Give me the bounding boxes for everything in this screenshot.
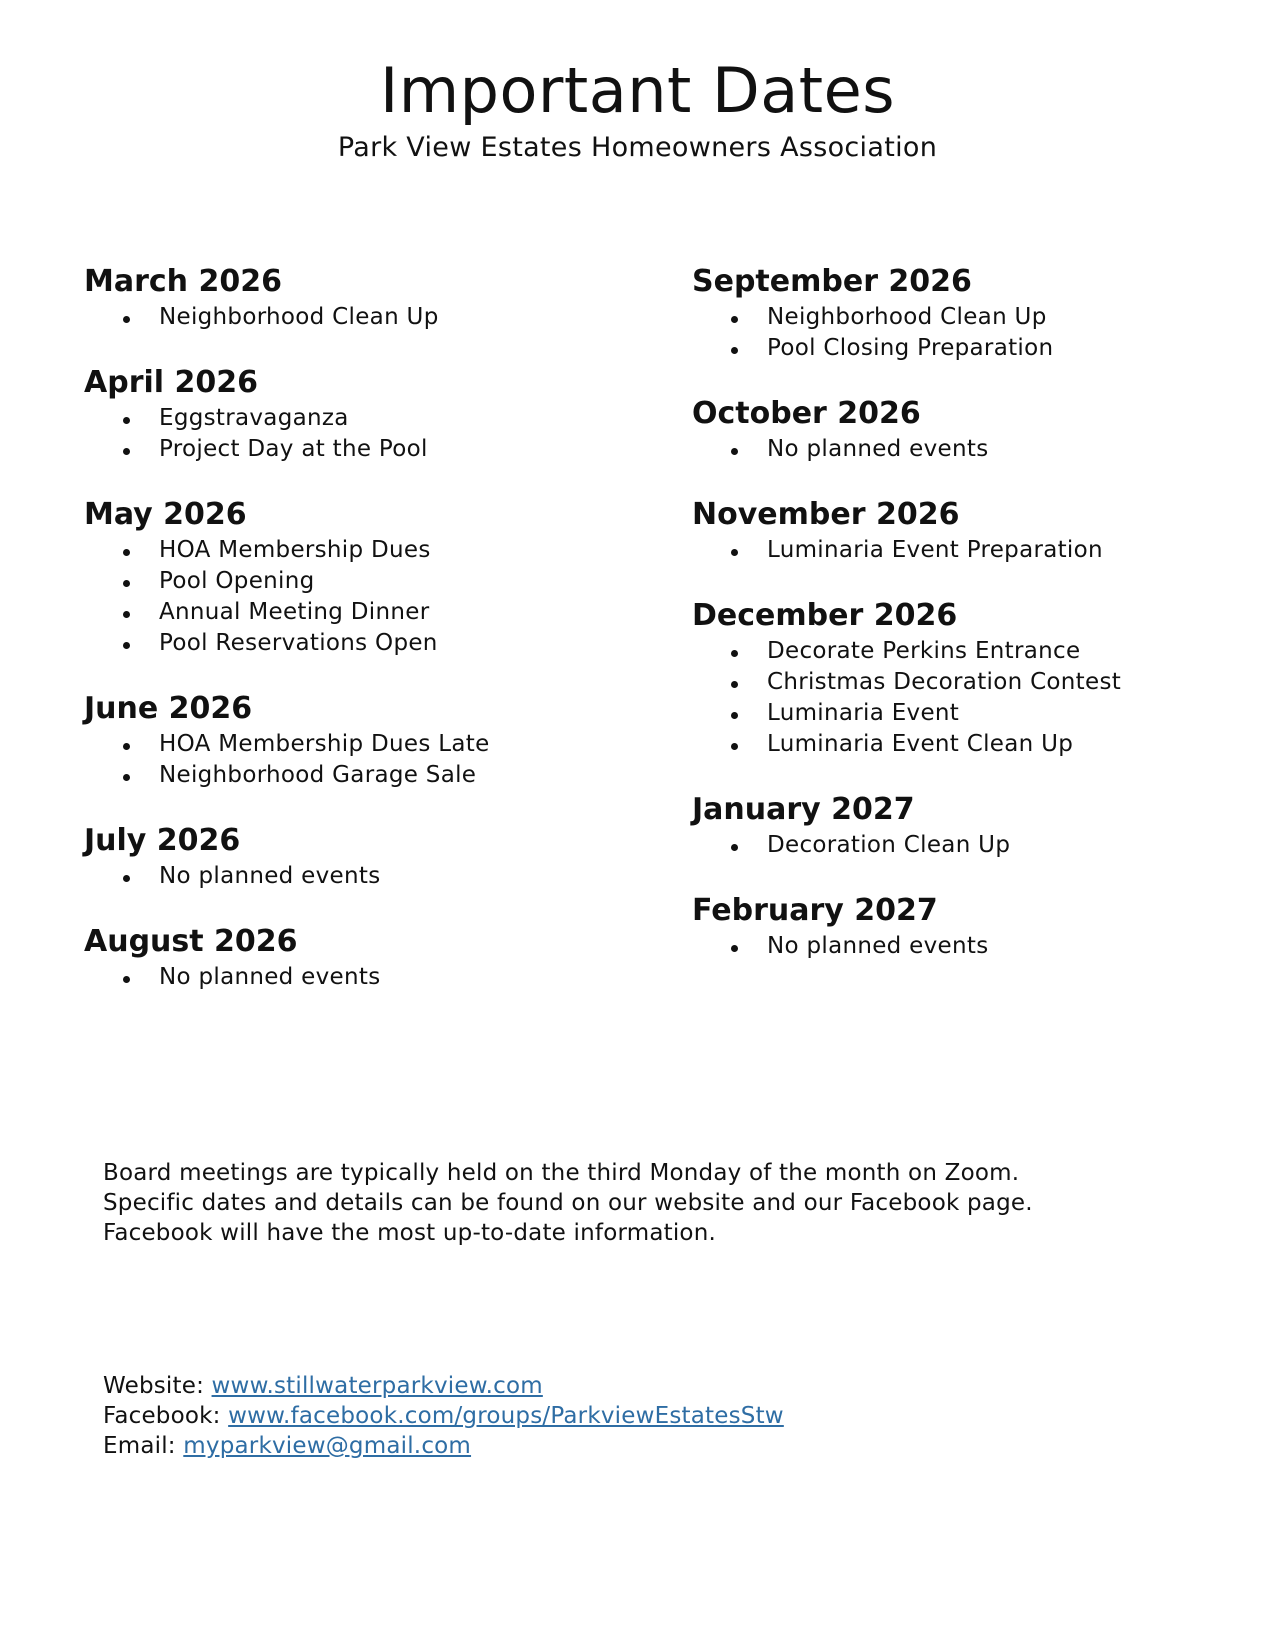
month-heading: October 2026 [692,396,921,431]
event-item: No planned events [84,962,644,993]
board-note-line: Specific dates and details can be found on our website and our Facebook page. [103,1190,1033,1216]
month-heading: July 2026 [84,823,241,858]
month-heading: June 2026 [84,691,253,726]
event-list [84,729,644,791]
event-list [84,403,644,465]
board-meeting-note [103,1158,1223,1248]
event-item: HOA Membership Dues [84,535,644,566]
month-section [84,495,644,659]
contact-info [103,1371,1223,1461]
event-list [692,535,1252,566]
month-section [84,922,644,993]
event-item: Eggstravaganza [84,403,644,434]
board-note-line: Facebook will have the most up-to-date information. [103,1220,716,1246]
event-item: No planned events [692,931,1252,962]
month-heading: April 2026 [84,365,258,400]
event-item: Pool Reservations Open [84,628,644,659]
facebook-row [103,1401,1223,1431]
event-item: Neighborhood Garage Sale [84,760,644,791]
event-item: No planned events [84,861,644,892]
event-item: Decorate Perkins Entrance [692,636,1252,667]
right-column [692,262,1252,992]
month-heading: August 2026 [84,924,298,959]
event-list [84,962,644,993]
month-heading: November 2026 [692,497,960,532]
event-list [692,830,1252,861]
event-list [84,861,644,892]
page-title: Important Dates [379,54,896,127]
month-heading: December 2026 [692,598,958,633]
month-section [692,596,1252,760]
page-subtitle: Park View Estates Homeowners Association [337,132,938,163]
event-list [84,535,644,659]
month-section [84,689,644,791]
page-header [0,52,1275,166]
month-section [692,394,1252,465]
event-item: Luminaria Event [692,698,1252,729]
month-heading: March 2026 [84,264,282,299]
event-item: Christmas Decoration Contest [692,667,1252,698]
email-link[interactable]: myparkview@gmail.com [183,1433,472,1459]
event-item: No planned events [692,434,1252,465]
event-list [84,302,644,333]
facebook-link[interactable]: www.facebook.com/groups/ParkviewEstatesStw [228,1403,784,1429]
event-item: Project Day at the Pool [84,434,644,465]
event-item: Luminaria Event Clean Up [692,729,1252,760]
month-heading: January 2027 [692,792,915,827]
month-heading: February 2027 [692,893,938,928]
month-heading: September 2026 [692,264,972,299]
event-item: Neighborhood Clean Up [84,302,644,333]
month-section [84,363,644,465]
month-section [84,821,644,892]
event-item: Decoration Clean Up [692,830,1252,861]
event-item: Annual Meeting Dinner [84,597,644,628]
month-section [692,495,1252,566]
event-list [692,434,1252,465]
event-item: Luminaria Event Preparation [692,535,1252,566]
board-note-line: Board meetings are typically held on the third Monday of the month on Zoom. [103,1160,1020,1186]
month-section [692,790,1252,861]
event-item: Pool Opening [84,566,644,597]
month-section [692,891,1252,962]
website-link[interactable]: www.stillwaterparkview.com [211,1373,543,1399]
event-list [692,302,1252,364]
email-row [103,1431,1223,1461]
event-item: Neighborhood Clean Up [692,302,1252,333]
event-list [692,931,1252,962]
month-section [692,262,1252,364]
left-column [84,262,644,1023]
event-item: HOA Membership Dues Late [84,729,644,760]
website-row [103,1371,1223,1401]
month-heading: May 2026 [84,497,247,532]
email-label: Email: [103,1433,184,1459]
website-label: Website: [103,1373,212,1399]
event-list [692,636,1252,760]
event-item: Pool Closing Preparation [692,333,1252,364]
month-section [84,262,644,333]
facebook-label: Facebook: [103,1403,229,1429]
